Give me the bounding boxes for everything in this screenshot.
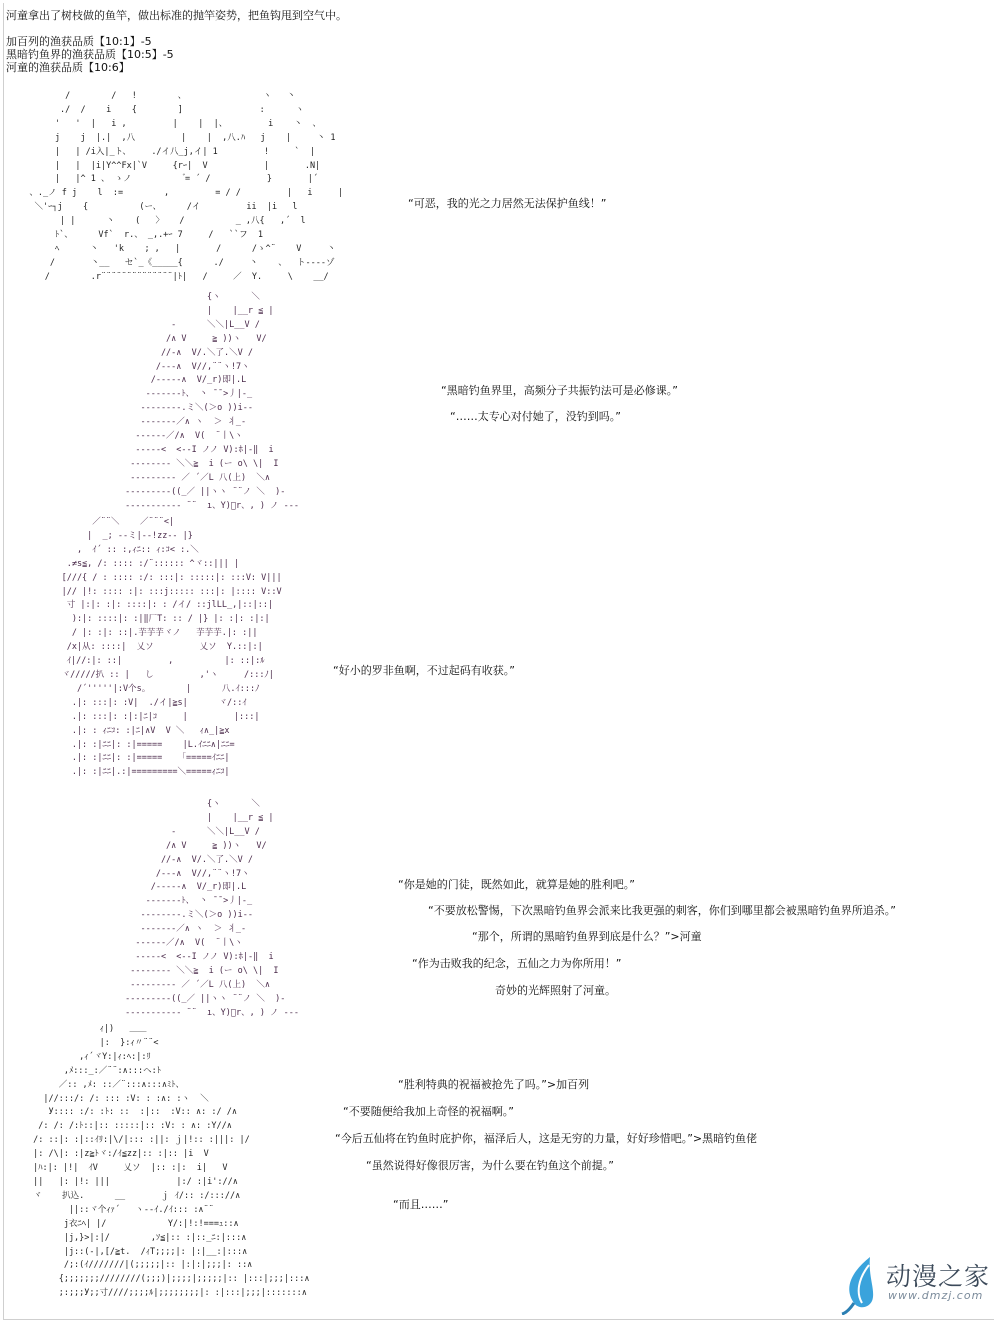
ascii-art-dark-fisher: {ヽ ＼ | |__r ≦ | ‐ ＼＼|L__V / /∧ V ≧ ))ヽ V/ //-∧ V/.＼了.＼V / /---∧ V//,¨¨ヽ!7ヽ /-----∧ V/_r)即|.L -------ﾄ、 丶 ̄ ̄ >丿|-_ --------.ミ＼(＞o ))i-- -------／∧ ヽ ＞ 丬_- ------／/∧ V( ¨丨\ヽ -----< <--I ノノ V):ﾎ|-‖ i -------- ＼＼≧ i (ー o\ \| I --------- ／ ´／L 八(上) ＼∧ ---------((_／ ||ヽヽ ¨¨ノ ＼ )- ----------- ¨¨ ı、Y)゙r、, ) ノ ---	[125, 292, 300, 511]
ascii-art-kappa-catch: ／¨¨＼ ／¨¨¨<| | _; --ミ|--!zz-- |} , ｲ´ :: :,ｨﾆ:: ｨ:ｺ< :.＼ .≠s≦, /: :::: :/¨:::::: ^ヾ::||| | [///{ / : :::: :/: :::|: :::::|: :::V: V||| |// |!: :::: :|: :::j::::: :::|: |:::: V::V 寸 |:|: :|: ::::|: : /イ/ ::jlLL_,|::|::| ):|: ::::|: :|‖厂T: :: / |} |: :|: :|:| / |: :|: ::|.芋芋芋ヾノ 芋芋芋.|: :|| /x|从: ::::| 乂ソ 乂ソ Y.::|:| ｲ|//:|: ::| , |: ::|:ﾙ ヾ/////扒 :: | し ,'ヽ /:::ﾉ| /´'''''|:V个s。 | 八.ｲ:::ﾉ .|: :::|: :V| ./イ|≧s| ヾ/::ｲ .|: :::|: :|:|ﾆ|ｺ | |:::| .|: : ｨﾆｺ: :|ﾆ|∧V V ＼ ｨ∧_|≧x .|: :|ﾆﾆ|: :|===== |L.ｲﾆﾆ∧|ﾆﾆ= .|: :|ﾆﾆ|: :|===== 「=====ｲﾆﾆ| .|: :|ﾆﾆ|.:|=========＼=====ｨﾆｺ|	[61, 517, 282, 778]
dialog-line: 奇妙的光辉照射了河童。	[495, 984, 616, 997]
ascii-art-gabriel-2: ｨ|) ＿＿ |: }:ｨ〃¨¨< ,ｨ´ヾY:|ｨ:ﾍ:|:ﾘ ,ﾒ:::_:／¨¨:∧:::ヘ:ﾄ ／:: ,ﾒ: ::／¨:::∧:::∧ﾐﾄ、 |//:::/: /: ::: :V: : :∧: :ヽ ＼ У:::: :/: :ﾄ: :: :|:: :V:: ∧: :/ /∧ /: /: /:ﾄ::|:: :::::|:: :V: : ∧: :Y//∧ /: ::|: :|::ｲﾘ:|\/|::: :||: ｊ|!:: :|||: |/ |: /\|: :|z≧ﾄヾ:/ｲ≦zz|:: :|:: |i V |ﾊ:|: |!| ｲV 乂ソ |:: :|: i| V || |: |!: ||| |:/ :|i'://∧ ヾ 扒込. __ ｊ ｲ/:: :/::://∧ ||::ヾ个ｨｧ´ ヽ--ｲ./ｲ::: :∧¨¨ j衣ﾆﾍ| |/ Y/:|!:!===ｭ::∧ |j,}>|:|/ ,ｿ≦|:: :|::_ﾆ:|:::∧ |j::(‐|,[/≧t. /ｨT;;;;|: |:|__:|:::∧ /;:(ｲ///////|(;;;;;|:: |:|:|;;;|: ::∧ {;;;;;;;////////(;;;)|;;;;|;;;;;|:: |:::|;;;|:::∧ ;:;;;У;;寸////;;;;ﾙ|;;;;;;;;|: :|:::|;;;|:::::::∧	[33, 1024, 310, 1299]
dialog-line: “作为击败我的纪念，五仙之力为你所用！”	[412, 957, 622, 970]
watermark-name: 动漫之家	[886, 1262, 991, 1291]
ascii-art-dark-fisher-2: {ヽ ＼ | |__r ≦ | ‐ ＼＼|L__V / /∧ V ≧ ))ヽ V/ //-∧ V/.＼了.＼V / /---∧ V//,¨¨ヽ!7ヽ /-----∧ V/_r)即|.L -------ﾄ、 丶 ̄ ̄ >丿|-_ --------.ミ＼(＞o ))i-- -------／∧ ヽ ＞ 丬_- ------／/∧ V( ¨丨\ヽ -----< <--I ノノ V):ﾎ|-‖ i -------- ＼＼≧ i (ー o\ \| I --------- ／ ´／L 八(上) ＼∧ ---------((_／ ||ヽヽ ¨¨ノ ＼ )- ----------- ¨¨ ı、Y)゙r、, ) ノ ---	[125, 799, 300, 1018]
watermark-url: www.dmzj.com	[888, 1289, 984, 1302]
dialog-line: “黑暗钓鱼界里，高频分子共振钓法可是必修课。”	[441, 384, 678, 397]
site-watermark	[840, 1255, 990, 1315]
dialog-line: “不要随便给我加上奇怪的祝福啊。”	[343, 1105, 514, 1118]
ascii-art-gabriel: / / ! 、 ヽ 丶 ./ / i { ] : ヽ ' ' | i , | | |、 i 丶 、 j j |.| ,八 | | ,八.ﾊ j | 丶 1 | | /i入|_ト、 ./イ八_j,イ| 1 ! ` | | | |i|Y^^Fx|`V {rｰ| V | .N| | |^ 1 、 ゝノ ゙= ´ / } |´ 、._ノ f j l := , = / / | i | ＼'ｰ┐j { (ー、 /イ ii |i l | | 丶 ( 〉 / _ ,八{ ,´ l ﾄ`、 Vf` r.、 _,.+ｰ 7 / ``フ 1 ﾍ 丶 'k ; , | / /ゝ^¨ V 丶 / 丶__ セ`_《_____{ ./ 丶 、 ト----ゾ / .r¨¨¨¨¨¨¨¨¨¨¨¨¨¨|ﾄ| / ／ Y. \ __/	[29, 91, 344, 282]
narration-block	[6, 9, 347, 74]
dialog-line: “好小的罗非鱼啊，不过起码有收获。”	[333, 664, 515, 677]
dialog-line: “而且……”	[393, 1198, 449, 1211]
quality-line-kappa: 河童的渔获品质【10:6】	[6, 61, 130, 74]
dialog-line: “可恶，我的光之力居然无法保护鱼线！”	[408, 197, 607, 210]
dialog-line: “那个，所谓的黑暗钓鱼界到底是什么？”>河童	[472, 930, 702, 943]
dialog-line: “不要放松警惕，下次黑暗钓鱼界会派来比我更强的刺客，你们到哪里都会被黑暗钓鱼界所追杀。”	[428, 904, 896, 917]
dialog-line: “你是她的门徒，既然如此，就算是她的胜利吧。”	[398, 878, 635, 891]
dialog-line: “今后五仙将在钓鱼时庇护你，福泽后人，这是无穷的力量，好好珍惜吧。”>黑暗钓鱼佬	[335, 1132, 758, 1145]
dialog-line: “虽然说得好像很厉害，为什么要在钓鱼这个前提。”	[366, 1159, 614, 1172]
dialog-line: “胜利特典的祝福被抢先了吗。”>加百列	[398, 1078, 590, 1091]
narration-text: 河童拿出了树枝做的鱼竿，做出标准的抛竿姿势，把鱼钩甩到空气中。	[6, 9, 347, 22]
dialog-line: “……太专心对付她了，没钓到吗。”	[450, 410, 621, 423]
quality-line-gabriel: 加百列的渔获品质【10:1】-5	[6, 35, 152, 48]
feather-drop-icon	[840, 1255, 884, 1315]
quality-line-dark-fishing: 黑暗钓鱼界的渔获品质【10:5】-5	[6, 48, 174, 61]
